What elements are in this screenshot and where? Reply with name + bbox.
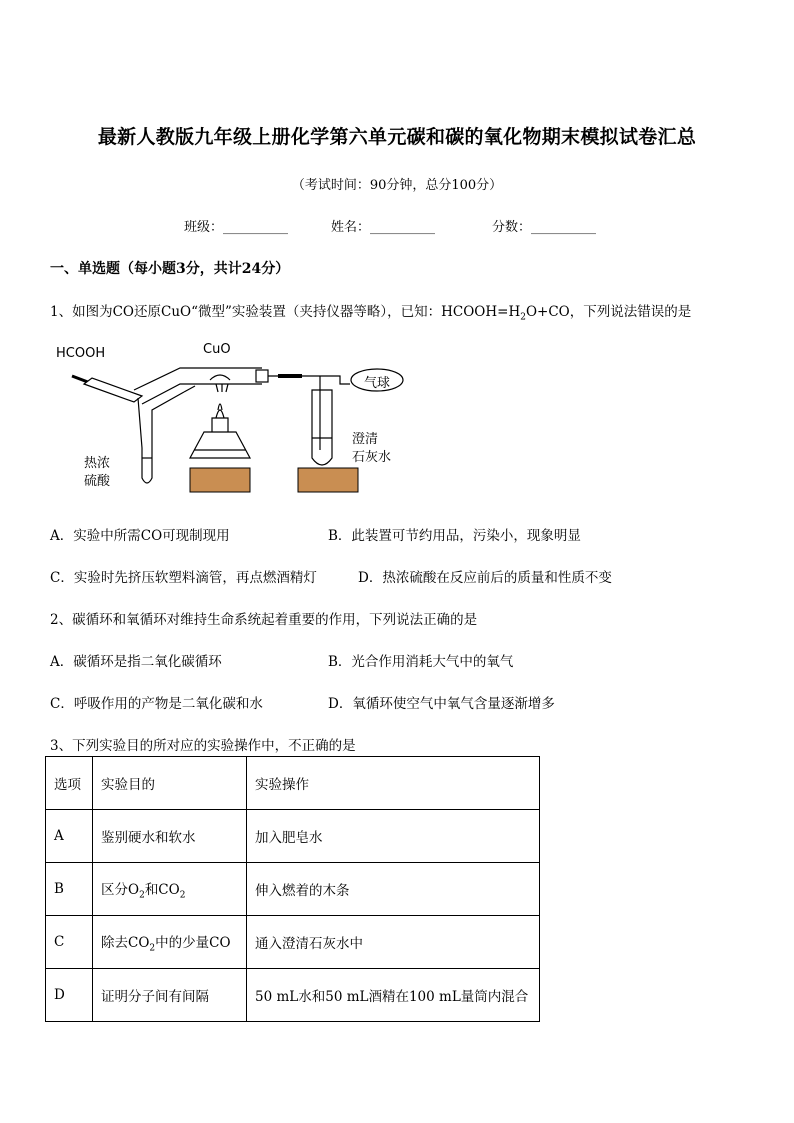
question-3-stem: 3、下列实验目的所对应的实验操作中，不正确的是 (50, 738, 356, 754)
label-acid-1: 热浓 (84, 456, 111, 471)
label-hcooh: HCOOH (56, 346, 106, 361)
table-row (46, 810, 540, 863)
table-cell: 加入肥皂水 (247, 810, 540, 863)
table-row (46, 916, 540, 969)
q2-option-a[interactable]: A．碳循环是指二氧化碳循环 (50, 654, 222, 670)
question-2-stem: 2、碳循环和氧循环对维持生命系统起着重要的作用，下列说法正确的是 (50, 612, 478, 628)
table-row (46, 969, 540, 1022)
table-cell: 除去$CO_2$中的少量CO (93, 916, 247, 969)
table-row (46, 863, 540, 916)
q2-option-d[interactable]: D．氧循环使空气中氧气含量逐渐增多 (328, 696, 555, 712)
table-cell: 伸入燃着的木条 (247, 863, 540, 916)
table-cell: 鉴别硬水和软水 (93, 810, 247, 863)
class-field: 班级：__________ (184, 220, 289, 235)
table-cell: A (46, 810, 93, 863)
q2-option-c[interactable]: C．呼吸作用的产物是二氧化碳和水 (50, 696, 263, 712)
table-cell: B (46, 863, 93, 916)
page-title: 最新人教版九年级上册化学第六单元碳和碳的氧化物期末模拟试卷汇总 (97, 126, 697, 148)
question-1-stem: 1、如图为CO还原CuO“微型”实验装置（夹持仪器等略），已知：$HCOOH=H_2O+CO$，下列说法错误的是 (50, 304, 692, 323)
table-cell: 通入澄清石灰水中 (247, 916, 540, 969)
q2-option-b[interactable]: B．光合作用消耗大气中的氧气 (328, 654, 514, 670)
score-field: 分数：__________ (492, 220, 597, 235)
q1-option-a[interactable]: A．实验中所需CO可现制现用 (50, 528, 230, 544)
q1-option-d[interactable]: D．热浓硫酸在反应前后的质量和性质不变 (358, 570, 612, 586)
q1-option-b[interactable]: B．此装置可节约用品，污染小，现象明显 (328, 528, 581, 544)
table-cell: 50 mL水和50 mL酒精在100 mL量筒内混合 (247, 969, 540, 1022)
table-cell: C (46, 916, 93, 969)
table-cell: D (46, 969, 93, 1022)
table-header-row (46, 757, 540, 810)
section-heading: 一、单选题（每小题3分，共计24分） (50, 261, 290, 277)
table-cell: 证明分子间有间隔 (93, 969, 247, 1022)
q1-option-c[interactable]: C．实验时先挤压软塑料滴管，再点燃酒精灯 (50, 570, 317, 586)
name-field: 姓名：__________ (331, 220, 436, 235)
q3-table (45, 756, 540, 1022)
label-balloon: 气球 (364, 376, 391, 391)
label-limewater-2: 石灰水 (352, 450, 392, 465)
label-limewater-1: 澄清 (352, 432, 379, 447)
table-header-cell: 实验操作 (247, 757, 540, 810)
label-acid-2: 硫酸 (84, 474, 111, 489)
apparatus-figure (50, 340, 420, 500)
label-cuo: CuO (203, 342, 231, 357)
table-cell: 区分$O_2$和$CO_2$ (93, 863, 247, 916)
exam-info: （考试时间：90分钟，总分100分） (291, 178, 503, 193)
table-header-cell: 实验目的 (93, 757, 247, 810)
table-header-cell: 选项 (46, 757, 93, 810)
